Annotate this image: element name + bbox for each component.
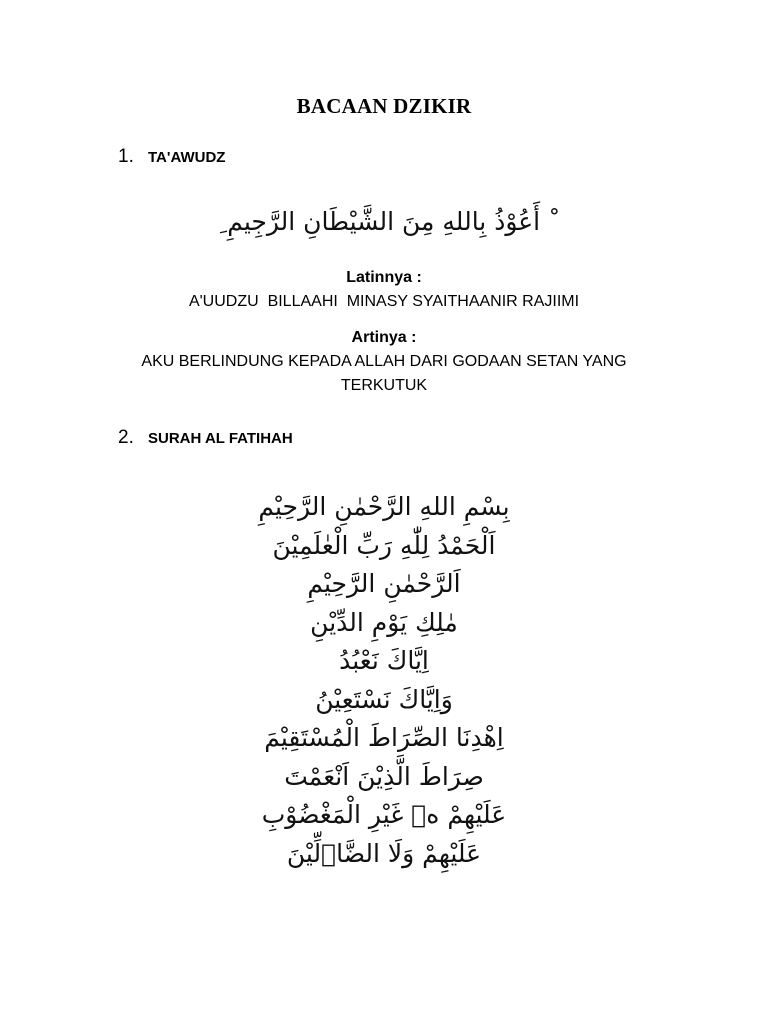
section-taawudz-heading: [118, 146, 225, 168]
meaning-line-2: TERKUTUK: [340, 377, 428, 394]
ayah-line: اَلرَّحْمٰنِ الرَّحِيْمِ: [307, 569, 461, 598]
latin-block: [100, 266, 668, 314]
ayah-line: اَلْحَمْدُ لِلّٰهِ رَبِّ الْعٰلَمِيْنَ: [272, 530, 496, 560]
section-label: TA'AWUDZ: [148, 149, 226, 166]
ayah-line: بِسْمِ اللهِ الرَّحْمٰنِ الرَّحِيْمِ: [258, 492, 510, 521]
ayah-line: صِرَاطَ الَّذِيْنَ اَنْعَمْتَ: [284, 761, 484, 791]
latin-text: A'UUDZU BILLAAHI MINASY SYAITHAANIR RAJIIMI: [188, 293, 580, 310]
section-fatihah-heading: [118, 427, 293, 449]
section-label: SURAH AL FATIHAH: [148, 430, 293, 447]
ayah-line: عَلَيْهِمْ وَلَا الضَّاۤلِّيْنَ: [286, 838, 482, 868]
ayah-line: مٰلِكِ يَوْمِ الدِّيْنِ: [310, 607, 458, 637]
meaning-block: [100, 326, 668, 398]
ayah-line: اِهْدِنَا الصِّرَاطَ الْمُسْتَقِيْمَ: [264, 723, 504, 752]
ayah-line: وَاِيَّاكَ نَسْتَعِيْنُ: [315, 684, 453, 714]
taawudz-arabic-text: ْ أَعُوْذُ بِاللهِ مِنَ الشَّيْطَانِ الرَّجِيمِ ِ: [219, 207, 549, 236]
latin-heading: Latinnya :: [346, 269, 422, 286]
meaning-line-1: AKU BERLINDUNG KEPADA ALLAH DARI GODAAN SETAN YANG: [141, 353, 627, 370]
ayah-line: اِيَّاكَ نَعْبُدُ: [339, 646, 429, 675]
section-number: 1.: [118, 146, 134, 167]
fatihah-verses: [0, 488, 768, 873]
page-title: BACAAN DZIKIR: [296, 94, 472, 118]
section-number: 2.: [118, 427, 134, 448]
ayah-line: عَلَيْهِمْ ەۙ غَيْرِ الْمَغْضُوْبِ: [261, 800, 507, 829]
meaning-heading: Artinya :: [351, 329, 417, 346]
